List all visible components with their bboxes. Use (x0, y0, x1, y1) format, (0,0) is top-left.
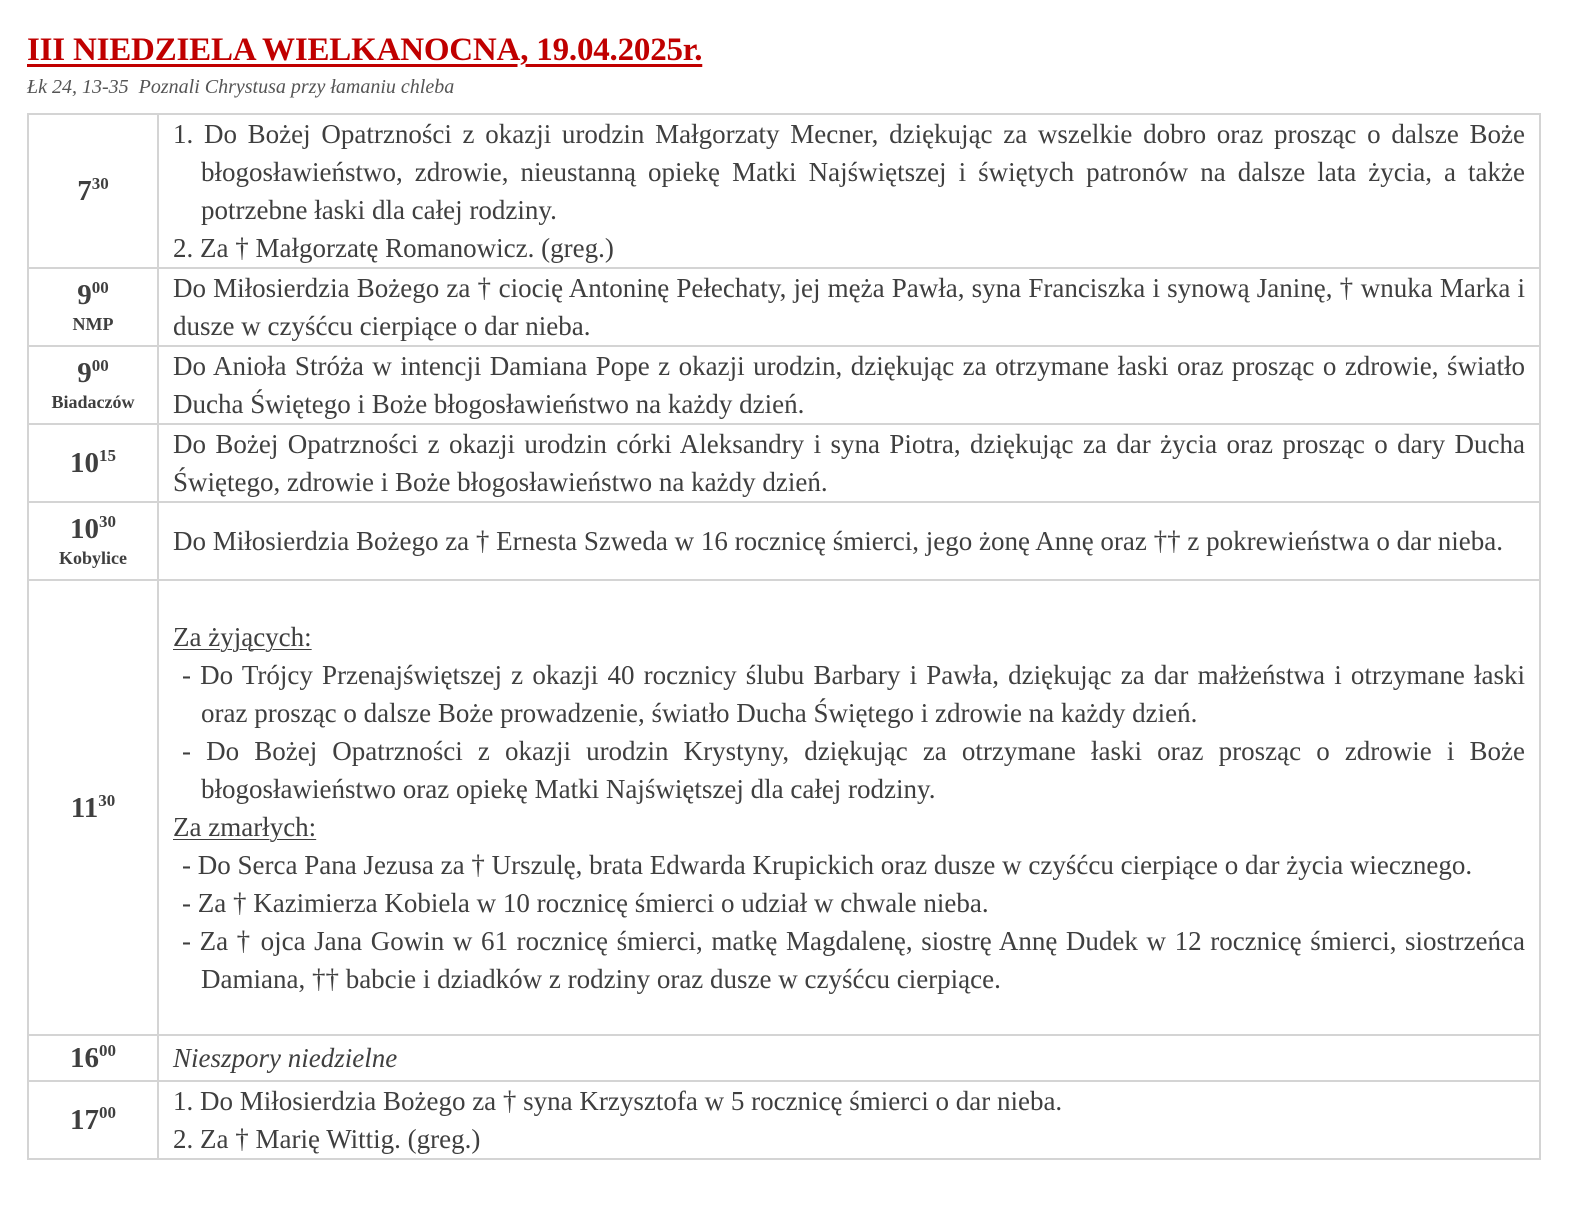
intention-item: 1. Do Bożej Opatrzności z okazji urodzin Małgorzaty Mecner, dziękując za wszelkie dobro oraz prosząc o dalsze Boże błogosławieństwo, zdrowie, nieustanną opiekę Matki Najświętszej i świętych patronów na dalsze lata życia, a także potrzebne łaski dla całej rodziny. (173, 119, 1525, 225)
intention-content (158, 424, 1540, 502)
time-minutes: 00 (91, 356, 109, 375)
time-hour: 17 (70, 1104, 99, 1136)
time-hour: 10 (70, 447, 99, 479)
time-minutes: 30 (98, 790, 116, 810)
time-minutes: 30 (99, 512, 116, 531)
time-minutes: 00 (99, 1041, 116, 1060)
intention-item: Do Bożej Opatrzności z okazji urodzin córki Aleksandry i syna Piotra, dziękując za dar życia oraz prosząc o dary Ducha Świętego, zdrowie i Boże błogosławieństwo na każdy dzień. (173, 429, 1525, 497)
intention-item: 2. Za † Marię Wittig. (greg.) (173, 1124, 481, 1154)
time-minutes: 15 (99, 446, 116, 465)
mass-time (28, 114, 158, 268)
table-row (28, 114, 1540, 268)
table-row (28, 1081, 1540, 1159)
time-hour: 16 (70, 1042, 99, 1074)
table-row (28, 424, 1540, 502)
table-row (28, 346, 1540, 424)
intention-item: - Do Trójcy Przenajświętszej z okazji 40 rocznicy ślubu Barbary i Pawła, dziękując za dar małżeństwa i otrzymane łaski oraz prosząc o dalsze Boże prowadzenie, światło Ducha Świętego i zdrowie na każdy dzień. (182, 659, 1525, 728)
mass-time (28, 580, 158, 1035)
table-row (28, 268, 1540, 346)
intention-item: Do Miłosierdzia Bożego za † Ernesta Szweda w 16 rocznicę śmierci, jego żonę Annę oraz †† z pokrewieństwa o dar nieba. (173, 526, 1504, 556)
mass-time (28, 1035, 158, 1081)
intention-content (158, 502, 1540, 580)
table-row (28, 502, 1540, 580)
living-section-label: Za żyjących: (173, 621, 312, 652)
mass-time (28, 268, 158, 346)
intention-item: - Do Bożej Opatrzności z okazji urodzin Krystyny, dziękując za otrzymane łaski oraz prosząc o zdrowie i Boże błogosławieństwo oraz opiekę Matki Najświętszej dla całej rodziny. (182, 735, 1525, 804)
mass-location: NMP (72, 314, 114, 334)
time-minutes: 30 (91, 174, 109, 193)
vespers-label: Nieszpory niedzielne (173, 1043, 398, 1073)
mass-time (28, 346, 158, 424)
time-hour: 9 (77, 357, 92, 389)
mass-intentions-table (27, 113, 1541, 1160)
table-row (28, 580, 1540, 1035)
time-hour: 7 (77, 175, 92, 207)
intention-item: 1. Do Miłosierdzia Bożego za † syna Krzysztofa w 5 rocznicę śmierci o dar nieba. (173, 1086, 1063, 1116)
deceased-section-label: Za zmarłych: (173, 811, 317, 842)
time-minutes: 00 (99, 1103, 116, 1122)
mass-time (28, 424, 158, 502)
intention-content (158, 580, 1540, 1035)
table-row (28, 1035, 1540, 1081)
intention-item: 2. Za † Małgorzatę Romanowicz. (greg.) (173, 233, 614, 263)
intention-item: Do Anioła Stróża w intencji Damiana Pope z okazji urodzin, dziękując za otrzymane łaski oraz prosząc o zdrowie, światło Ducha Świętego i Boże błogosławieństwo na każdy dzień. (173, 351, 1525, 419)
intention-item: - Za † Kazimierza Kobiela w 10 rocznicę śmierci o udział w chwale nieba. (182, 887, 989, 918)
mass-location: Kobylice (59, 548, 127, 568)
time-hour: 10 (70, 513, 99, 545)
page-title: III NIEDZIELA WIELKANOCNA, 19.04.2025r. (27, 32, 703, 68)
gospel-reference: Łk 24, 13-35 Poznali Chrystusa przy łamaniu chleba (27, 76, 455, 98)
intention-item: - Za † ojca Jana Gowin w 61 rocznicę śmierci, matkę Magdalenę, siostrę Annę Dudek w 12 rocznicę śmierci, siostrzeńca Damiana, †† babcie i dziadków z rodziny oraz dusze w czyśćcu cierpiące. (182, 925, 1525, 994)
mass-time (28, 502, 158, 580)
time-hour: 11 (70, 791, 99, 824)
time-minutes: 00 (91, 278, 109, 297)
intention-content (158, 114, 1540, 268)
intention-content (158, 1035, 1540, 1081)
intention-content (158, 346, 1540, 424)
intention-item: - Do Serca Pana Jezusa za † Urszulę, brata Edwarda Krupickich oraz dusze w czyśćcu cierpiące o dar życia wiecznego. (182, 849, 1473, 880)
intention-content (158, 268, 1540, 346)
time-hour: 9 (77, 279, 92, 311)
intention-item: Do Miłosierdzia Bożego za † ciocię Antoninę Pełechaty, jej męża Pawła, syna Franciszka i synową Janinę, † wnuka Marka i dusze w czyśćcu cierpiące o dar nieba. (173, 273, 1525, 341)
mass-time (28, 1081, 158, 1159)
mass-location: Biadaczów (51, 392, 135, 412)
intention-content (158, 1081, 1540, 1159)
